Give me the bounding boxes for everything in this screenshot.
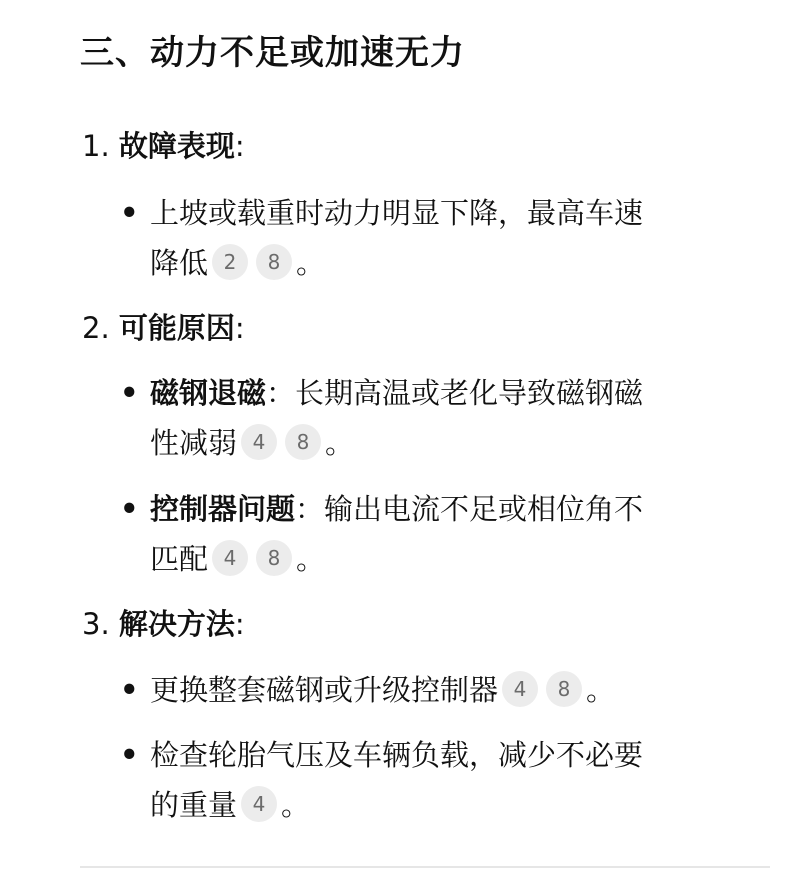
text-line: 上坡或载重时动力明显下降，最高车速: [150, 196, 644, 230]
bullet-lead-term: 磁钢退磁: [150, 376, 267, 410]
citation-badge[interactable]: 4: [212, 540, 248, 576]
list-colon: :: [234, 607, 245, 641]
bullet-text: [150, 484, 740, 584]
bullet-text: [150, 730, 740, 830]
text-line-with-citations: [150, 418, 740, 468]
list-number: 2.: [82, 311, 110, 345]
bullet-dot: •: [120, 376, 139, 410]
text-fragment: ：输出电流不足或相位角不: [295, 492, 644, 526]
bullet-dot: •: [120, 673, 139, 707]
text-line-with-citations: [150, 780, 740, 830]
text-period: 。: [281, 788, 311, 822]
bullet-dot: •: [120, 196, 139, 230]
bullet-dot: •: [120, 738, 139, 772]
list-colon: :: [234, 311, 245, 345]
citation-badge[interactable]: 8: [285, 424, 321, 460]
bullet-text: [150, 665, 740, 715]
list-item-label: 解决方法: [118, 607, 235, 641]
text-line-with-citations: [150, 534, 740, 584]
citation-badge[interactable]: 4: [241, 424, 277, 460]
list-item-solutions: [82, 604, 245, 644]
list-item-possible-causes: [82, 308, 245, 348]
text-fragment: 降低: [150, 246, 209, 280]
citation-badge[interactable]: 8: [256, 244, 292, 280]
divider: [80, 866, 770, 868]
list-item-fault-symptoms: [82, 126, 245, 166]
text-fragment: ：长期高温或老化导致磁钢磁: [266, 376, 644, 410]
text-period: 。: [325, 426, 355, 460]
text-period: 。: [296, 246, 326, 280]
list-item-label: 可能原因: [118, 311, 235, 345]
bullet-lead-term: 控制器问题: [150, 492, 296, 526]
list-item-label: 故障表现: [118, 129, 235, 163]
text-line: [150, 484, 740, 534]
text-fragment: 匹配: [150, 542, 209, 576]
bullet-text: [150, 188, 740, 288]
citation-badge[interactable]: 2: [212, 244, 248, 280]
citation-badge[interactable]: 4: [241, 786, 277, 822]
text-line-with-citations: [150, 665, 740, 715]
text-fragment: 更换整套磁钢或升级控制器: [150, 673, 499, 707]
text-line: 检查轮胎气压及车辆负载，减少不必要: [150, 738, 644, 772]
text-fragment: 的重量: [150, 788, 238, 822]
citation-badge[interactable]: 8: [546, 671, 582, 707]
citation-badge[interactable]: 8: [256, 540, 292, 576]
citation-badge[interactable]: 4: [502, 671, 538, 707]
bullet-text: [150, 368, 740, 468]
text-fragment: 性减弱: [150, 426, 238, 460]
section-heading: 三、动力不足或加速无力: [80, 33, 465, 73]
text-period: 。: [586, 673, 616, 707]
text-line-with-citations: [150, 238, 740, 288]
bullet-dot: •: [120, 492, 139, 526]
list-colon: :: [234, 129, 245, 163]
list-number: 1.: [82, 129, 110, 163]
text-period: 。: [296, 542, 326, 576]
list-number: 3.: [82, 607, 110, 641]
text-line: [150, 368, 740, 418]
